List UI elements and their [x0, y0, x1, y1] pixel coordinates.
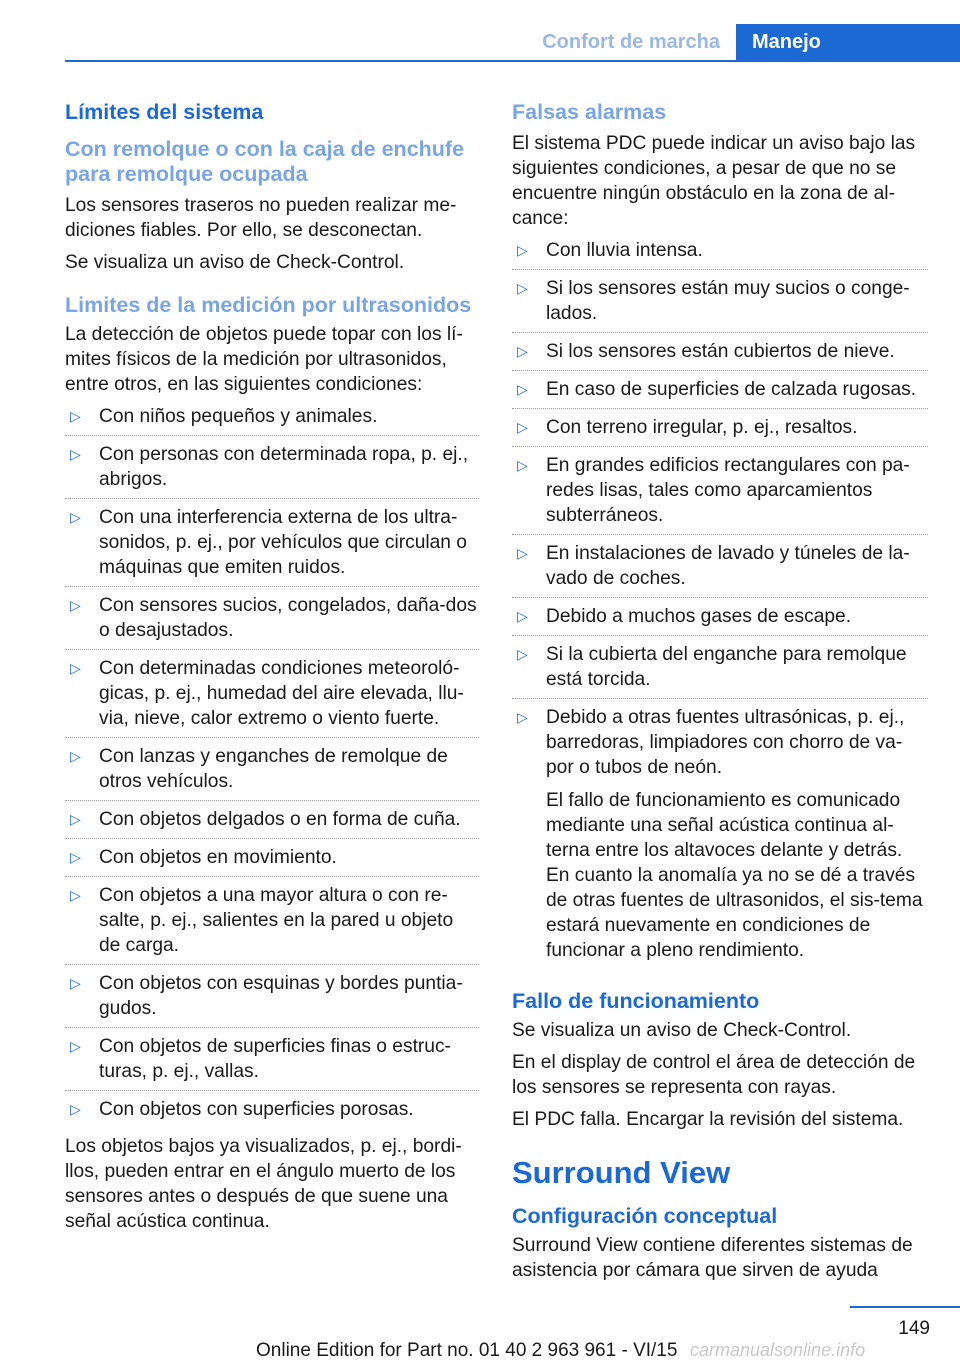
list-item: ▷ Si los sensores están muy sucios o conge‐lados.: [512, 276, 928, 333]
paragraph: En el display de control el área de detección de los sensores se representa con rayas.: [512, 1052, 916, 1098]
list-item: ▷ Con objetos con esquinas y bordes puntia‐gudos.: [65, 971, 479, 1028]
paragraph: Surround View contiene diferentes sistemas de asistencia por cámara que sirven de ayuda: [512, 1235, 913, 1281]
bullet-arrow-icon: ▷: [517, 280, 528, 296]
heading-false-alarms: Falsas alarmas: [512, 100, 667, 124]
heading-system-limits: Límites del sistema: [65, 100, 264, 124]
bullet-arrow-icon: ▷: [517, 343, 528, 359]
bullet-arrow-icon: ▷: [70, 1038, 81, 1054]
list-item: ▷ En grandes edificios rectangulares con pa‐redes lisas, tales como aparcamientos subterráneos.: [512, 453, 928, 535]
list-item: ▷ En instalaciones de lavado y túneles de la‐vado de coches.: [512, 541, 928, 598]
list-item: ▷ Con lluvia intensa.: [512, 238, 928, 270]
bullet-arrow-icon: ▷: [70, 660, 81, 676]
bullet-arrow-icon: ▷: [517, 457, 528, 473]
paragraph: Los sensores traseros no pueden realizar me‐diciones fiables. Por ello, se desconectan.: [65, 195, 457, 241]
list-item: ▷ Con terreno irregular, p. ej., resaltos.: [512, 415, 928, 447]
bullet-arrow-icon: ▷: [517, 709, 528, 725]
list-item-note: El fallo de funcionamiento es comunicado mediante una señal acústica continua al‐terna entre los altavoces delante y detrás. En cuanto la anomalía ya no se dé a través de otras fuentes de ultrasonidos, el sis‐tema estará nuevamente en condiciones de funcionar a pleno rendimiento.: [546, 790, 923, 961]
bullet-arrow-icon: ▷: [70, 975, 81, 991]
list-item: ▷ Con objetos de superficies finas o estruc‐turas, p. ej., vallas.: [65, 1034, 479, 1091]
bullet-arrow-icon: ▷: [517, 545, 528, 561]
limits-list: [65, 404, 479, 1128]
list-item: ▷ Con niños pequeños y animales.: [65, 404, 479, 436]
left-column: [65, 100, 479, 1241]
paragraph: Los objetos bajos ya visualizados, p. ej., bordi‐llos, pueden entrar en el ángulo muerto de los sensores antes o después de que suene una señal acústica continua.: [65, 1136, 462, 1232]
bullet-arrow-icon: ▷: [70, 509, 81, 525]
bullet-arrow-icon: ▷: [70, 1101, 81, 1117]
heading-ultrasonic-limits: Limites de la medición por ultrasonidos: [65, 293, 472, 317]
list-item: ▷ Con sensores sucios, congelados, daña‐dos o desajustados.: [65, 593, 479, 650]
bullet-arrow-icon: ▷: [70, 887, 81, 903]
list-item: ▷ Con una interferencia externa de los ultra‐sonidos, p. ej., por vehículos que circulan o máquinas que emiten ruidos.: [65, 505, 479, 587]
list-item: ▷ Si la cubierta del enganche para remolque está torcida.: [512, 642, 928, 699]
paragraph: El PDC falla. Encargar la revisión del sistema.: [512, 1109, 904, 1130]
bullet-arrow-icon: ▷: [70, 446, 81, 462]
list-item: ▷ En caso de superficies de calzada rugosas.: [512, 377, 928, 409]
list-item: ▷ Con lanzas y enganches de remolque de otros vehículos.: [65, 744, 479, 801]
paragraph: El sistema PDC puede indicar un aviso bajo las siguientes condiciones, a pesar de que no se encuentre ningún obstáculo en la zona de al‐cance:: [512, 133, 916, 229]
header-rule: [65, 60, 960, 62]
false-alarms-list: [512, 238, 928, 969]
bullet-arrow-icon: ▷: [517, 419, 528, 435]
right-column: [512, 100, 928, 1290]
edition-note: Online Edition for Part no. 01 40 2 963 961 - VI/15: [256, 1340, 678, 1361]
list-item: ▷ Con objetos con superficies porosas.: [70, 1099, 414, 1120]
paragraph: Se visualiza un aviso de Check-Control.: [512, 1020, 852, 1041]
heading-surround-view: Surround View: [512, 1155, 731, 1190]
bullet-arrow-icon: ▷: [70, 811, 81, 827]
bullet-arrow-icon: ▷: [70, 849, 81, 865]
heading-trailer: Con remolque o con la caja de enchufe para remolque ocupada: [65, 137, 465, 186]
list-item: ▷ Con objetos en movimiento.: [65, 845, 479, 877]
heading-malfunction: Fallo de funcionamiento: [512, 989, 760, 1013]
watermark: carmanualsonline.info: [690, 1340, 866, 1360]
heading-concept: Configuración conceptual: [512, 1204, 778, 1228]
page-header: [65, 24, 960, 62]
page-number: 149: [898, 1318, 930, 1339]
header-section-label: Confort de marcha: [542, 31, 720, 53]
list-item: ▷ Con determinadas condiciones meteoroló‐gicas, p. ej., humedad del aire elevada, llu‐via, nieve, calor extremo o viento fuerte.: [65, 656, 479, 738]
bullet-arrow-icon: ▷: [517, 646, 528, 662]
bullet-arrow-icon: ▷: [517, 381, 528, 397]
footer-rule: [850, 1306, 960, 1308]
list-item: ▷ Con personas con determinada ropa, p. ej., abrigos.: [65, 442, 479, 499]
paragraph: La detección de objetos puede topar con los lí‐mites físicos de la medición por ultrasonidos, entre otros, en las siguientes condiciones:: [65, 324, 463, 395]
list-item: ▷ Debido a muchos gases de escape.: [512, 604, 928, 636]
bullet-arrow-icon: ▷: [70, 748, 81, 764]
list-item: ▷ Con objetos a una mayor altura o con re‐salte, p. ej., salientes en la pared u objeto de carga.: [65, 883, 479, 965]
bullet-arrow-icon: ▷: [70, 597, 81, 613]
list-item: ▷ Debido a otras fuentes ultrasónicas, p. ej., barredoras, limpiadores con chorro de va‐por o tubos de neón. El fallo de funcionamiento es comunicado mediante una señal acústica continua al‐terna entre los altavoces delante y detrás. En cuanto la anomalía ya no se dé a través de otras fuentes de ultrasonidos, el sis‐tema estará nuevamente en condiciones de funcionar a pleno rendimiento.: [512, 705, 928, 969]
list-item: ▷ Si los sensores están cubiertos de nieve.: [512, 339, 928, 371]
paragraph: Se visualiza un aviso de Check-Control.: [65, 252, 405, 273]
list-item: ▷ Con objetos delgados o en forma de cuña.: [65, 807, 479, 839]
bullet-arrow-icon: ▷: [517, 242, 528, 258]
header-chapter-tab: Manejo: [736, 24, 960, 60]
bullet-arrow-icon: ▷: [517, 608, 528, 624]
bullet-arrow-icon: ▷: [70, 408, 81, 424]
